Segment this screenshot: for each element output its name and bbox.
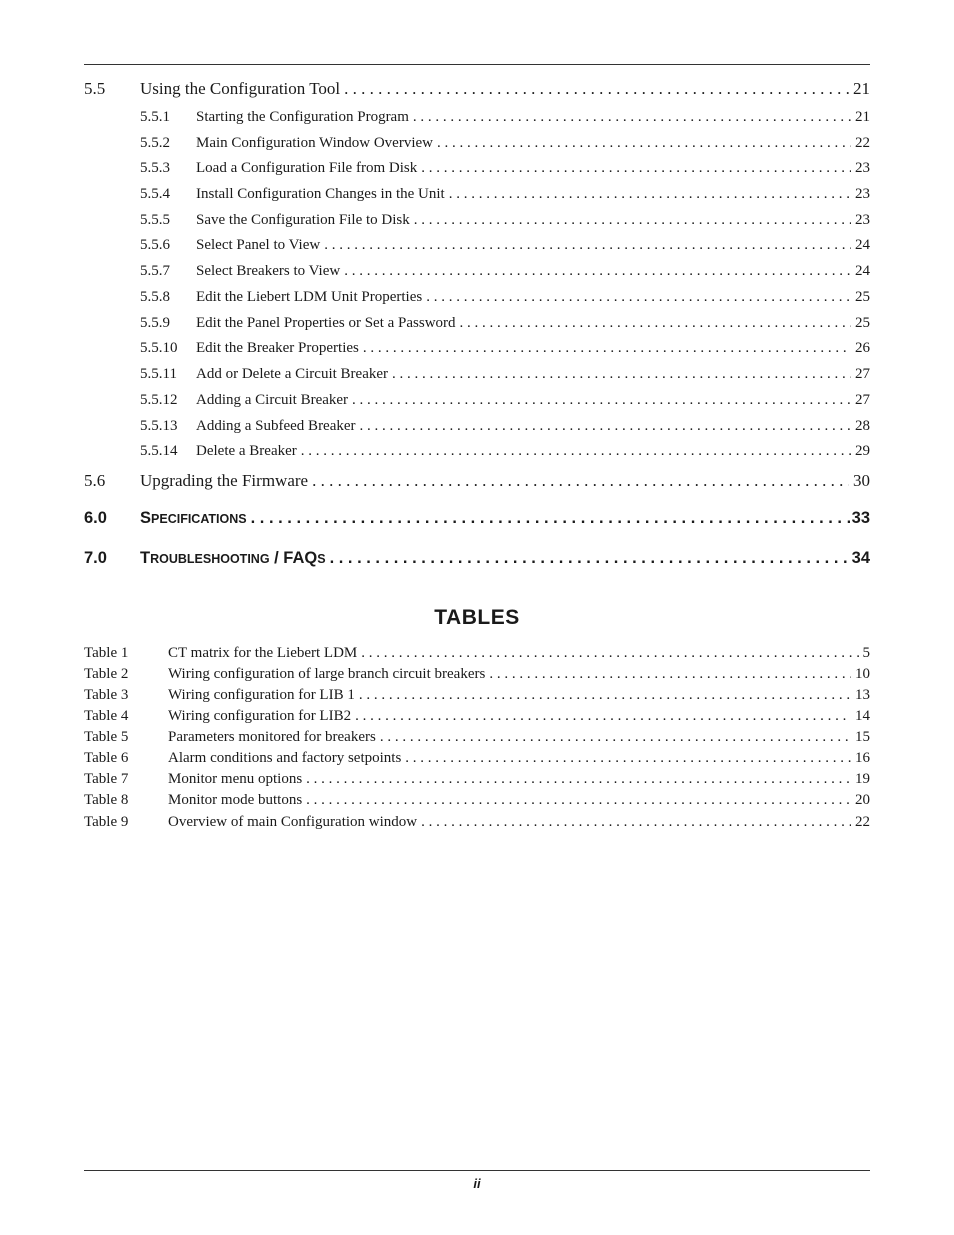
toc-number: 5.5 <box>84 79 106 98</box>
toc-entry-5-5-8[interactable] <box>84 289 870 306</box>
table-entry-1[interactable] <box>84 645 870 662</box>
dot-leader <box>363 340 851 357</box>
toc-entry-5-5-9[interactable] <box>84 315 870 332</box>
toc-number: 5.5.3 <box>140 160 170 176</box>
table-number: Table 8 <box>84 792 129 808</box>
dot-leader <box>413 109 851 126</box>
toc-title: Adding a Circuit Breaker <box>196 392 349 408</box>
dot-leader <box>421 814 851 831</box>
table-number: Table 9 <box>84 814 129 830</box>
dot-leader <box>414 212 851 229</box>
dot-leader <box>359 687 851 704</box>
table-title: Monitor menu options <box>168 771 303 787</box>
dot-leader <box>344 263 851 280</box>
table-number: Table 7 <box>84 771 129 787</box>
toc-title: Install Configuration Changes in the Unit <box>196 186 445 202</box>
toc-entry-5-5-14[interactable] <box>84 443 870 460</box>
toc-title: Load a Configuration File from Disk <box>196 160 418 176</box>
table-number: Table 1 <box>84 645 129 661</box>
dot-leader <box>405 750 851 767</box>
table-page: 14 <box>855 708 870 724</box>
table-title: Wiring configuration of large branch circuit breakers <box>168 666 486 682</box>
table-title: Wiring configuration for LIB 1 <box>168 687 355 703</box>
toc-entry-5-5-13[interactable] <box>84 418 870 435</box>
toc-number: 5.5.12 <box>140 392 178 408</box>
toc-entry-5-6[interactable] <box>84 471 870 491</box>
toc-title: Delete a Breaker <box>196 443 297 459</box>
table-page: 13 <box>855 687 870 703</box>
tables-heading: TABLES <box>434 606 520 629</box>
table-number: Table 5 <box>84 729 129 745</box>
toc-title: Select Breakers to View <box>196 263 341 279</box>
table-title: Monitor mode buttons <box>168 792 303 808</box>
table-number: Table 2 <box>84 666 129 682</box>
toc-page: 26 <box>855 340 870 356</box>
toc-number: 5.5.4 <box>140 186 170 202</box>
table-title: Parameters monitored for breakers <box>168 729 376 745</box>
table-entry-4[interactable] <box>84 708 870 725</box>
toc-page: 30 <box>853 471 870 490</box>
dot-leader <box>392 366 851 383</box>
toc-entry-5-5-2[interactable] <box>84 135 870 152</box>
table-number: Table 4 <box>84 708 129 724</box>
dot-leader <box>437 135 851 152</box>
table-title: Overview of main Configuration window <box>168 814 418 830</box>
dot-leader <box>426 289 851 306</box>
dot-leader <box>301 443 851 460</box>
toc-page: 29 <box>855 443 870 459</box>
toc-number: 5.5.6 <box>140 237 170 253</box>
dot-leader <box>380 729 851 746</box>
toc-number: 5.5.9 <box>140 315 170 331</box>
dot-leader <box>344 79 849 99</box>
table-entry-7[interactable] <box>84 771 870 788</box>
toc-entry-7-0[interactable] <box>84 549 870 568</box>
table-page: 19 <box>855 771 870 787</box>
toc-entry-5-5-12[interactable] <box>84 392 870 409</box>
table-number: Table 6 <box>84 750 129 766</box>
toc-entry-5-5-1[interactable] <box>84 109 870 126</box>
toc-entry-5-5-11[interactable] <box>84 366 870 383</box>
toc-number: 5.5.8 <box>140 289 170 305</box>
footer-rule <box>84 1170 870 1171</box>
toc-number: 5.5.13 <box>140 418 178 434</box>
toc-page: 24 <box>855 263 870 279</box>
toc-entry-5-5-7[interactable] <box>84 263 870 280</box>
dot-leader <box>352 392 851 409</box>
toc-title: Edit the Liebert LDM Unit Properties <box>196 289 423 305</box>
dot-leader <box>306 771 851 788</box>
toc-page: 33 <box>851 509 870 527</box>
toc-title: Select Panel to View <box>196 237 321 253</box>
toc-page: 23 <box>855 212 870 228</box>
toc-entry-6-0[interactable] <box>84 509 870 528</box>
table-page: 15 <box>855 729 870 745</box>
table-page: 16 <box>855 750 870 766</box>
toc-page: 21 <box>853 79 870 98</box>
dot-leader <box>312 471 849 491</box>
toc-number: 5.5.10 <box>140 340 178 356</box>
table-entry-3[interactable] <box>84 687 870 704</box>
table-page: 20 <box>855 792 870 808</box>
dot-leader <box>421 160 851 177</box>
dot-leader <box>489 666 851 683</box>
toc-number: 5.5.11 <box>140 366 177 382</box>
toc-page: 27 <box>855 392 870 408</box>
table-title: Alarm conditions and factory setpoints <box>168 750 402 766</box>
toc-number: 5.5.14 <box>140 443 178 459</box>
toc-page: 22 <box>855 135 870 151</box>
toc-page: 24 <box>855 237 870 253</box>
toc-number: 5.5.7 <box>140 263 170 279</box>
toc-title: Upgrading the Firmware <box>140 471 309 490</box>
toc-page: 34 <box>851 549 870 567</box>
toc-entry-5-5[interactable] <box>84 79 870 99</box>
toc-number: 5.6 <box>84 471 106 490</box>
table-entry-5[interactable] <box>84 729 870 746</box>
table-title: CT matrix for the Liebert LDM <box>168 645 358 661</box>
toc-title: Edit the Breaker Properties <box>196 340 359 356</box>
toc-page: 28 <box>855 418 870 434</box>
toc-title: Main Configuration Window Overview <box>196 135 433 151</box>
toc-entry-5-5-10[interactable] <box>84 340 870 357</box>
toc-page: 27 <box>855 366 870 382</box>
toc-number: 7.0 <box>84 549 107 567</box>
table-page: 5 <box>862 645 870 661</box>
toc-page: 21 <box>855 109 870 125</box>
table-entry-2[interactable] <box>84 666 870 683</box>
toc-entry-5-5-6[interactable] <box>84 237 870 254</box>
dot-leader <box>361 645 858 662</box>
dot-leader <box>355 708 851 725</box>
table-number: Table 3 <box>84 687 129 703</box>
table-entry-6[interactable] <box>84 750 870 767</box>
toc-title: Add or Delete a Circuit Breaker <box>196 366 389 382</box>
toc-entry-5-5-5[interactable] <box>84 212 870 229</box>
table-entry-8[interactable] <box>84 792 870 809</box>
toc-title: TROUBLESHOOTING / FAQS <box>140 549 326 567</box>
table-page: 22 <box>855 814 870 830</box>
toc-page: 25 <box>855 289 870 305</box>
dot-leader <box>324 237 851 254</box>
toc-title: Adding a Subfeed Breaker <box>196 418 356 434</box>
toc-number: 6.0 <box>84 509 107 527</box>
toc-title: Save the Configuration File to Disk <box>196 212 410 228</box>
toc-page: 23 <box>855 160 870 176</box>
toc-entry-5-5-3[interactable] <box>84 160 870 177</box>
header-rule <box>84 64 870 65</box>
dot-leader <box>360 418 851 435</box>
page-number: ii <box>473 1176 481 1191</box>
toc-number: 5.5.5 <box>140 212 170 228</box>
toc-number: 5.5.1 <box>140 109 170 125</box>
table-title: Wiring configuration for LIB2 <box>168 708 352 724</box>
dot-leader <box>460 315 851 332</box>
table-page: 10 <box>855 666 870 682</box>
toc-title: SPECIFICATIONS <box>140 509 247 527</box>
table-entry-9[interactable] <box>84 814 870 831</box>
toc-number: 5.5.2 <box>140 135 170 151</box>
dot-leader <box>251 509 850 528</box>
toc-page: 25 <box>855 315 870 331</box>
dot-leader <box>449 186 851 203</box>
toc-title: Edit the Panel Properties or Set a Password <box>196 315 456 331</box>
toc-page: 23 <box>855 186 870 202</box>
dot-leader <box>330 549 850 568</box>
dot-leader <box>306 792 851 809</box>
toc-entry-5-5-4[interactable] <box>84 186 870 203</box>
toc-title: Starting the Configuration Program <box>196 109 409 125</box>
toc-title: Using the Configuration Tool <box>140 79 341 98</box>
